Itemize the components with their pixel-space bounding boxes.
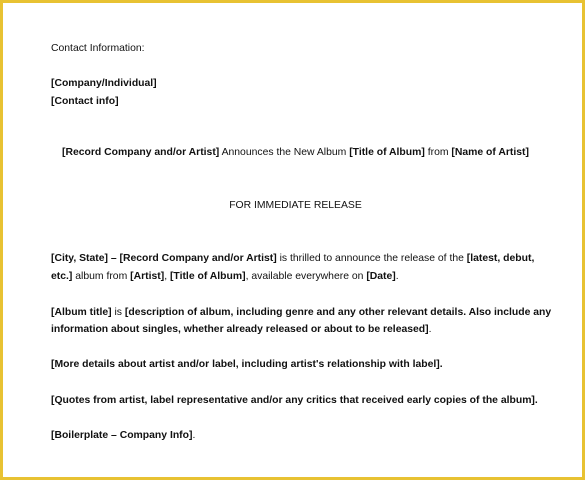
album-title-placeholder: [Title of Album] <box>169 271 246 282</box>
headline-record-company: [Record Company and/or Artist] <box>62 147 220 158</box>
comma-text: , <box>164 271 170 282</box>
press-release-document <box>3 3 585 480</box>
contact-information-heading: Contact Information: <box>51 43 145 54</box>
paragraph-2-line-2 <box>51 323 432 336</box>
availability-text: , available everywhere on <box>245 271 367 282</box>
paragraph-3-artist-details: [More details about artist and/or label, including artist's relationship with label]. <box>51 359 443 370</box>
paragraph-4-quotes: [Quotes from artist, label representative and/or any critics that received early copies of the album]. <box>51 395 538 406</box>
announce-text: is thrilled to announce the release of the <box>276 253 467 264</box>
is-text: is <box>111 307 125 318</box>
headline-from-text: from <box>424 147 452 158</box>
singles-info: information about singles, whether already released or about to be released] <box>51 324 429 335</box>
headline-artist-name: [Name of Artist] <box>451 147 529 158</box>
headline <box>3 146 585 159</box>
date-placeholder: [Date] <box>366 271 396 282</box>
album-title-ref: [Album title] <box>51 307 112 318</box>
boilerplate-placeholder: [Boilerplate – Company Info] <box>51 430 193 441</box>
release-type-cont: etc.] <box>51 271 73 282</box>
period-text-3: . <box>192 430 196 441</box>
contact-info-placeholder: [Contact info] <box>51 96 119 107</box>
album-from-text: album from <box>72 271 131 282</box>
headline-announces-text: Announces the New Album <box>219 147 350 158</box>
company-placeholder: [Company/Individual] <box>51 78 157 89</box>
album-description: [description of album, including genre and any other relevant details. Also include any <box>124 307 552 318</box>
paragraph-1-line-2 <box>51 270 399 283</box>
period-text: . <box>395 271 399 282</box>
release-type: [latest, debut, <box>466 253 535 264</box>
headline-album-title: [Title of Album] <box>349 147 425 158</box>
paragraph-2-line-1 <box>51 306 551 319</box>
period-text-2: . <box>428 324 432 335</box>
paragraph-1-line-1 <box>51 252 534 265</box>
city-state-company: [City, State] – [Record Company and/or Artist] <box>51 253 277 264</box>
immediate-release-label: FOR IMMEDIATE RELEASE <box>229 200 362 211</box>
paragraph-5-boilerplate <box>51 429 195 442</box>
artist-placeholder: [Artist] <box>130 271 165 282</box>
